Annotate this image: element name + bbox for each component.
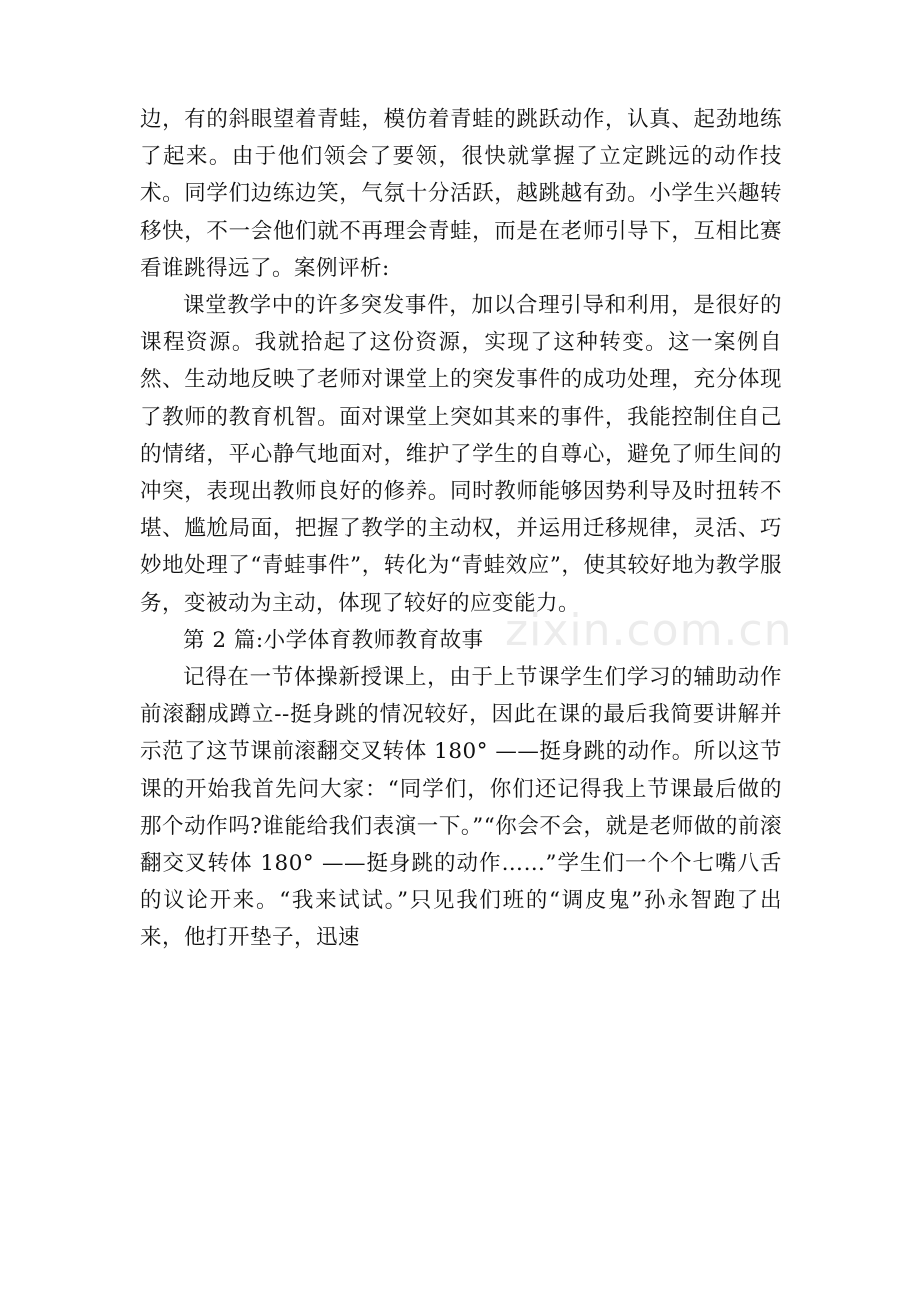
paragraph-case-analysis: 课堂教学中的许多突发事件，加以合理引导和利用，是很好的课程资源。我就拾起了这份资源，实现了这种转变。这一案例自然、生动地反映了老师对课堂上的突发事件的成功处理，充分体现了教师的教育机智。面对课堂上突如其来的事件，我能控制住自己的情绪，平心静气地面对，维护了学生的自尊心，避免了师生间的冲突，表现出教师良好的修养。同时教师能够因势利导及时扭转不堪、尴尬局面，把握了教学的主动权，并运用迁移规律，灵活、巧妙地处理了“青蛙事件”，转化为“青蛙效应”，使其较好地为教学服务，变被动为主动，体现了较好的应变能力。: [140, 293, 782, 616]
paragraph-story: 记得在一节体操新授课上，由于上节课学生们学习的辅助动作前滚翻成蹲立--挺身跳的情况较好，因此在课的最后我简要讲解并示范了这节课前滚翻交叉转体 180° ——挺身跳的动作。所以这节课的开始我首先问大家：“同学们，你们还记得我上节课最后做的那个动作吗?谁能给我们表演一下。”“你会不会，就是老师做的前滚翻交叉转体 180° ——挺身跳的动作……”学生们一个个七嘴八舌的议论开来。“我来试试。”只见我们班的“调皮鬼”孙永智跑了出来，他打开垫子，迅速: [140, 665, 782, 951]
paragraph-continuation: 边，有的斜眼望着青蛙，模仿着青蛙的跳跃动作，认真、起劲地练了起来。由于他们领会了要领，很快就掌握了立定跳远的动作技术。同学们边练边笑，气氛十分活跃，越跳越有劲。小学生兴趣转移快，不一会他们就不再理会青蛙，而是在老师引导下，互相比赛看谁跳得远了。案例评析:: [140, 107, 782, 281]
watermark: zixin.com.cn: [505, 605, 793, 656]
section-heading: 第 2 篇:小学体育教师教育故事: [183, 627, 484, 653]
document-body: [140, 101, 782, 957]
